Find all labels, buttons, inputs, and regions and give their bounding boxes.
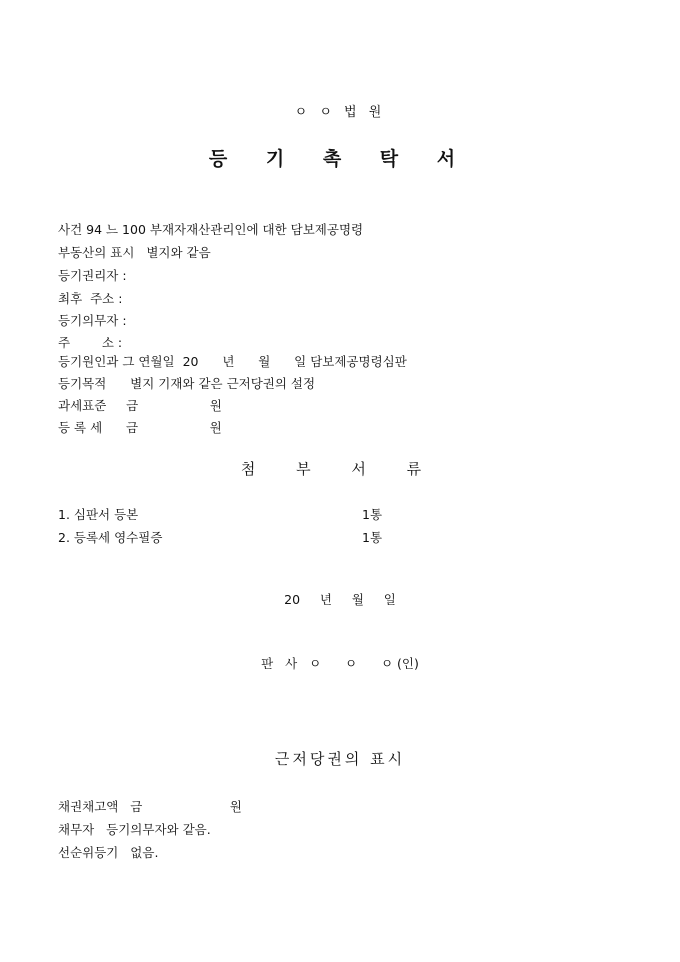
last-address-line: 최후 주소 : — [58, 291, 123, 306]
obligor-line: 등기의무자 : — [58, 313, 127, 328]
date-line: 20 년 월 일 — [284, 592, 396, 607]
attachment-count: 1통 — [362, 507, 383, 522]
attachments-title: 첨 부 서 류 — [240, 460, 440, 478]
registration-tax-line: 등 록 세 금 원 — [58, 420, 222, 435]
debtor-line: 채무자 등기의무자와 같음. — [58, 822, 211, 837]
document-title: 등 기 촉 탁 서 — [208, 148, 472, 170]
attachment-label: 2. 등록세 영수필증 — [58, 530, 163, 545]
registration-cause-line: 등기원인과 그 연월일 20 년 월 일 담보제공명령심판 — [58, 354, 407, 369]
attachment-label: 1. 심판서 등본 — [58, 507, 139, 522]
address-line: 주 소 : — [58, 335, 123, 350]
tax-base-line: 과세표준 금 원 — [58, 398, 222, 413]
property-line: 부동산의 표시 별지와 같음 — [58, 245, 211, 260]
judge-signature-line: 판 사 ㅇ ㅇ ㅇ (인) — [261, 656, 419, 671]
max-claim-line: 채권채고액 금 원 — [58, 799, 242, 814]
court-name: ㅇ ㅇ 법 원 — [294, 105, 386, 120]
right-holder-line: 등기권리자 : — [58, 268, 127, 283]
case-line: 사건 94 느 100 부재자재산관리인에 대한 담보제공명령 — [58, 222, 364, 237]
attachment-count: 1통 — [362, 530, 383, 545]
prior-registration-line: 선순위등기 없음. — [58, 845, 159, 860]
registration-purpose-line: 등기목적 별지 기재와 같은 근저당권의 설정 — [58, 376, 316, 391]
mortgage-title: 근저당권의 표시 — [274, 750, 406, 768]
